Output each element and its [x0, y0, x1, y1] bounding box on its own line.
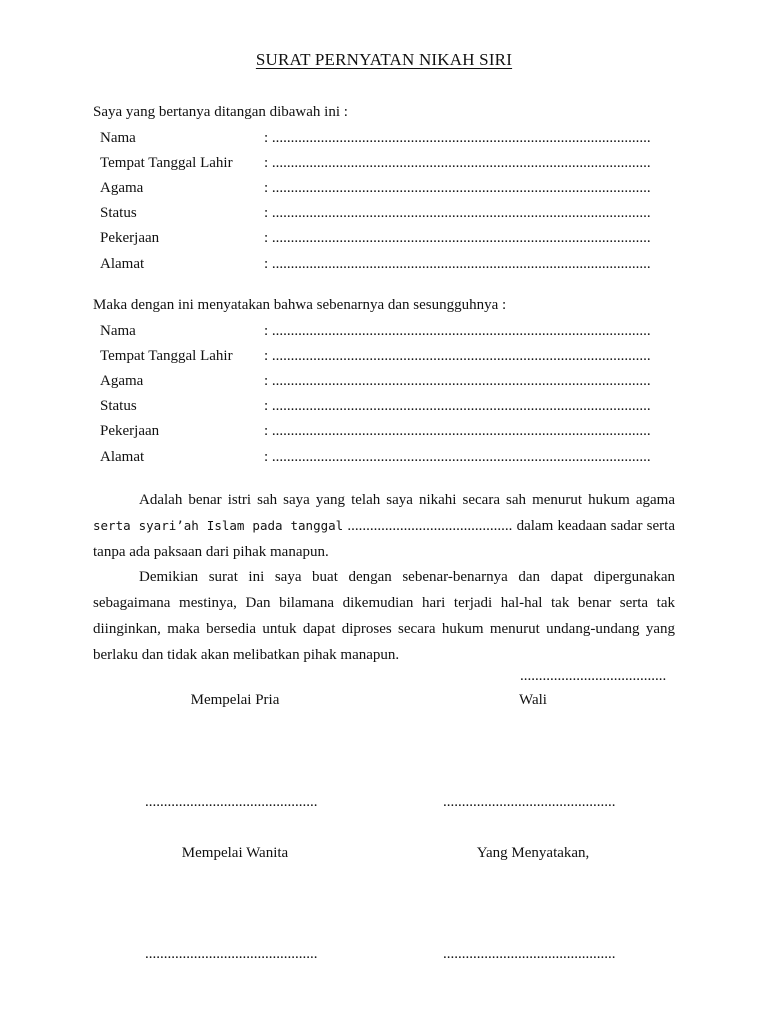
document-title: SURAT PERNYATAN NIKAH SIRI — [255, 50, 513, 69]
field-value-status[interactable]: : ..................................................................................................... — [264, 398, 651, 414]
field-label-tempat-tanggal-lahir: Tempat Tanggal Lahir — [100, 155, 233, 171]
field-row — [100, 130, 680, 150]
field-value-agama[interactable]: : ..................................................................................................... — [264, 180, 651, 196]
field-row — [100, 398, 680, 418]
field-value-tempat-tanggal-lahir[interactable]: : ..................................................................................................... — [264, 348, 651, 364]
field-value-nama[interactable]: : ..................................................................................................... — [264, 130, 651, 146]
field-label-alamat: Alamat — [100, 256, 145, 272]
declarant-label: Yang Menyatakan, — [476, 845, 590, 861]
field-value-alamat[interactable]: : ..................................................................................................... — [264, 256, 651, 272]
statement-text-part2: serta syari’ah Islam pada tanggal — [93, 518, 344, 533]
field-label-status: Status — [100, 205, 137, 221]
field-value-alamat[interactable]: : ..................................................................................................... — [264, 449, 651, 465]
field-row — [100, 230, 680, 250]
statement-text-part3: ............................................ dalam keadaan sadar serta tanpa ada paksaan dari pihak manapun. — [93, 518, 675, 560]
field-label-status: Status — [100, 398, 137, 414]
field-label-alamat: Alamat — [100, 449, 145, 465]
bride-label: Mempelai Wanita — [181, 845, 289, 861]
guardian-label: Wali — [519, 692, 547, 708]
field-label-nama: Nama — [100, 130, 136, 146]
field-value-nama[interactable]: : ..................................................................................................... — [264, 323, 651, 339]
field-value-status[interactable]: : ..................................................................................................... — [264, 205, 651, 221]
closing-text: Demikian surat ini saya buat dengan sebenar-benarnya dan dapat dipergunakan sebagaimana mestinya, Dan bilamana dikemudian hari terjadi hal-hal tak benar serta tak diinginkan, maka bersedia untuk dapat diproses secara hukum menurut undang-undang yang berlaku dan tidak akan melibatkan pihak manapun. — [93, 569, 675, 663]
field-row — [100, 155, 680, 175]
declarant-signature-line[interactable]: .............................................. — [443, 946, 616, 962]
field-value-pekerjaan[interactable]: : ..................................................................................................... — [264, 423, 651, 439]
bride-signature-line[interactable]: .............................................. — [145, 946, 318, 962]
field-label-pekerjaan: Pekerjaan — [100, 230, 160, 246]
field-value-pekerjaan[interactable]: : ..................................................................................................... — [264, 230, 651, 246]
field-row — [100, 423, 680, 443]
field-label-tempat-tanggal-lahir: Tempat Tanggal Lahir — [100, 348, 233, 364]
field-row — [100, 348, 680, 368]
closing-paragraph — [93, 564, 675, 668]
field-label-agama: Agama — [100, 373, 144, 389]
groom-signature-line[interactable]: .............................................. — [145, 794, 318, 810]
field-row — [100, 449, 680, 469]
field-row — [100, 180, 680, 200]
field-row — [100, 373, 680, 393]
field-label-nama: Nama — [100, 323, 136, 339]
field-row — [100, 256, 680, 276]
field-value-tempat-tanggal-lahir[interactable]: : ..................................................................................................... — [264, 155, 651, 171]
field-row — [100, 323, 680, 343]
section1-intro: Saya yang bertanya ditangan dibawah ini : — [93, 104, 348, 120]
field-value-agama[interactable]: : ..................................................................................................... — [264, 373, 651, 389]
field-label-agama: Agama — [100, 180, 144, 196]
field-label-pekerjaan: Pekerjaan — [100, 423, 160, 439]
groom-label: Mempelai Pria — [190, 692, 280, 708]
place-date-line[interactable]: ....................................... — [520, 668, 667, 684]
statement-text-part1: Adalah benar istri sah saya yang telah saya nikahi secara sah menurut hukum agama — [139, 492, 675, 508]
section2-intro: Maka dengan ini menyatakan bahwa sebenarnya dan sesungguhnya : — [93, 297, 507, 313]
field-row — [100, 205, 680, 225]
statement-paragraph — [93, 487, 675, 565]
guardian-signature-line[interactable]: .............................................. — [443, 794, 616, 810]
